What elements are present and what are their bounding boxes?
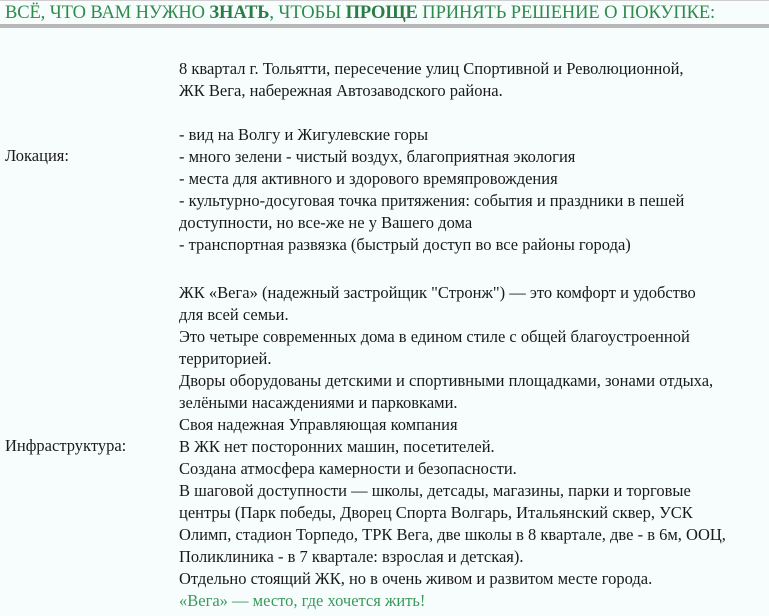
location-label: Локация: [5, 146, 69, 165]
infrastructure-line: Олимп, стадион Торпедо, ТРК Вега, две школы в 8 квартале, две - в 6м, ООЦ, [179, 525, 726, 544]
infrastructure-line: ЖК «Вега» (надежный застройщик "Стронж") — это комфорт и удобство [179, 283, 696, 302]
location-feature-line: - транспортная развязка (быстрый доступ во все районы города) [179, 235, 631, 254]
header-title [5, 3, 715, 24]
location-feature-line: - культурно-досуговая точка притяжения: события и праздники в пешей [179, 191, 685, 210]
header-bold-easier: ПРОЩЕ [345, 3, 418, 23]
infrastructure-content [179, 282, 764, 612]
infrastructure-line: В шаговой доступности — школы, детсады, магазины, парки и торговые [179, 481, 691, 500]
slogan: «Вега» — место, где хочется жить! [179, 591, 426, 610]
header-bold-know: ЗНАТЬ [209, 3, 270, 23]
infrastructure-line: Создана атмосфера камерности и безопасности. [179, 459, 517, 478]
infrastructure-line: зелёными насаждениями и парковками. [179, 393, 458, 412]
location-feature-line: - места для активного и здорового времяпровождения [179, 169, 558, 188]
infrastructure-line: Это четыре современных дома в едином стиле с общей благоустроенной [179, 327, 690, 346]
infrastructure-line: В ЖК нет посторонних машин, посетителей. [179, 437, 495, 456]
infrastructure-line: территорией. [179, 349, 272, 368]
spacer [179, 102, 764, 124]
location-feature-line: - вид на Волгу и Жигулевские горы [179, 125, 429, 144]
infrastructure-label: Инфраструктура: [5, 436, 127, 455]
location-address-line: ЖК Вега, набережная Автозаводского района. [179, 81, 503, 100]
infrastructure-line: для всей семьи. [179, 305, 289, 324]
infrastructure-line: Поликлиника - в 7 квартале: взрослая и детская). [179, 547, 524, 566]
infrastructure-line: Дворы оборудованы детскими и спортивными площадками, зонами отдыха, [179, 371, 714, 390]
location-content [179, 58, 764, 256]
location-feature-line: - много зелени - чистый воздух, благоприятная экология [179, 147, 576, 166]
infrastructure-line: Своя надежная Управляющая компания [179, 415, 458, 434]
location-address-line: 8 квартал г. Тольятти, пересечение улиц Спортивной и Революционной, [179, 59, 684, 78]
location-feature-line: доступности, но все-же не у Вашего дома [179, 213, 473, 232]
header-text-part: ПРИНЯТЬ РЕШЕНИЕ О ПОКУПКЕ: [417, 3, 716, 23]
header-text-part: , ЧТОБЫ [269, 3, 346, 23]
page-header [0, 0, 769, 28]
header-text-part: ВСЁ, ЧТО ВАМ НУЖНО [5, 3, 210, 23]
infrastructure-line: Отдельно стоящий ЖК, но в очень живом и развитом месте города. [179, 569, 653, 588]
infrastructure-line: центры (Парк победы, Дворец Спорта Волгарь, Итальянский сквер, УСК [179, 503, 693, 522]
